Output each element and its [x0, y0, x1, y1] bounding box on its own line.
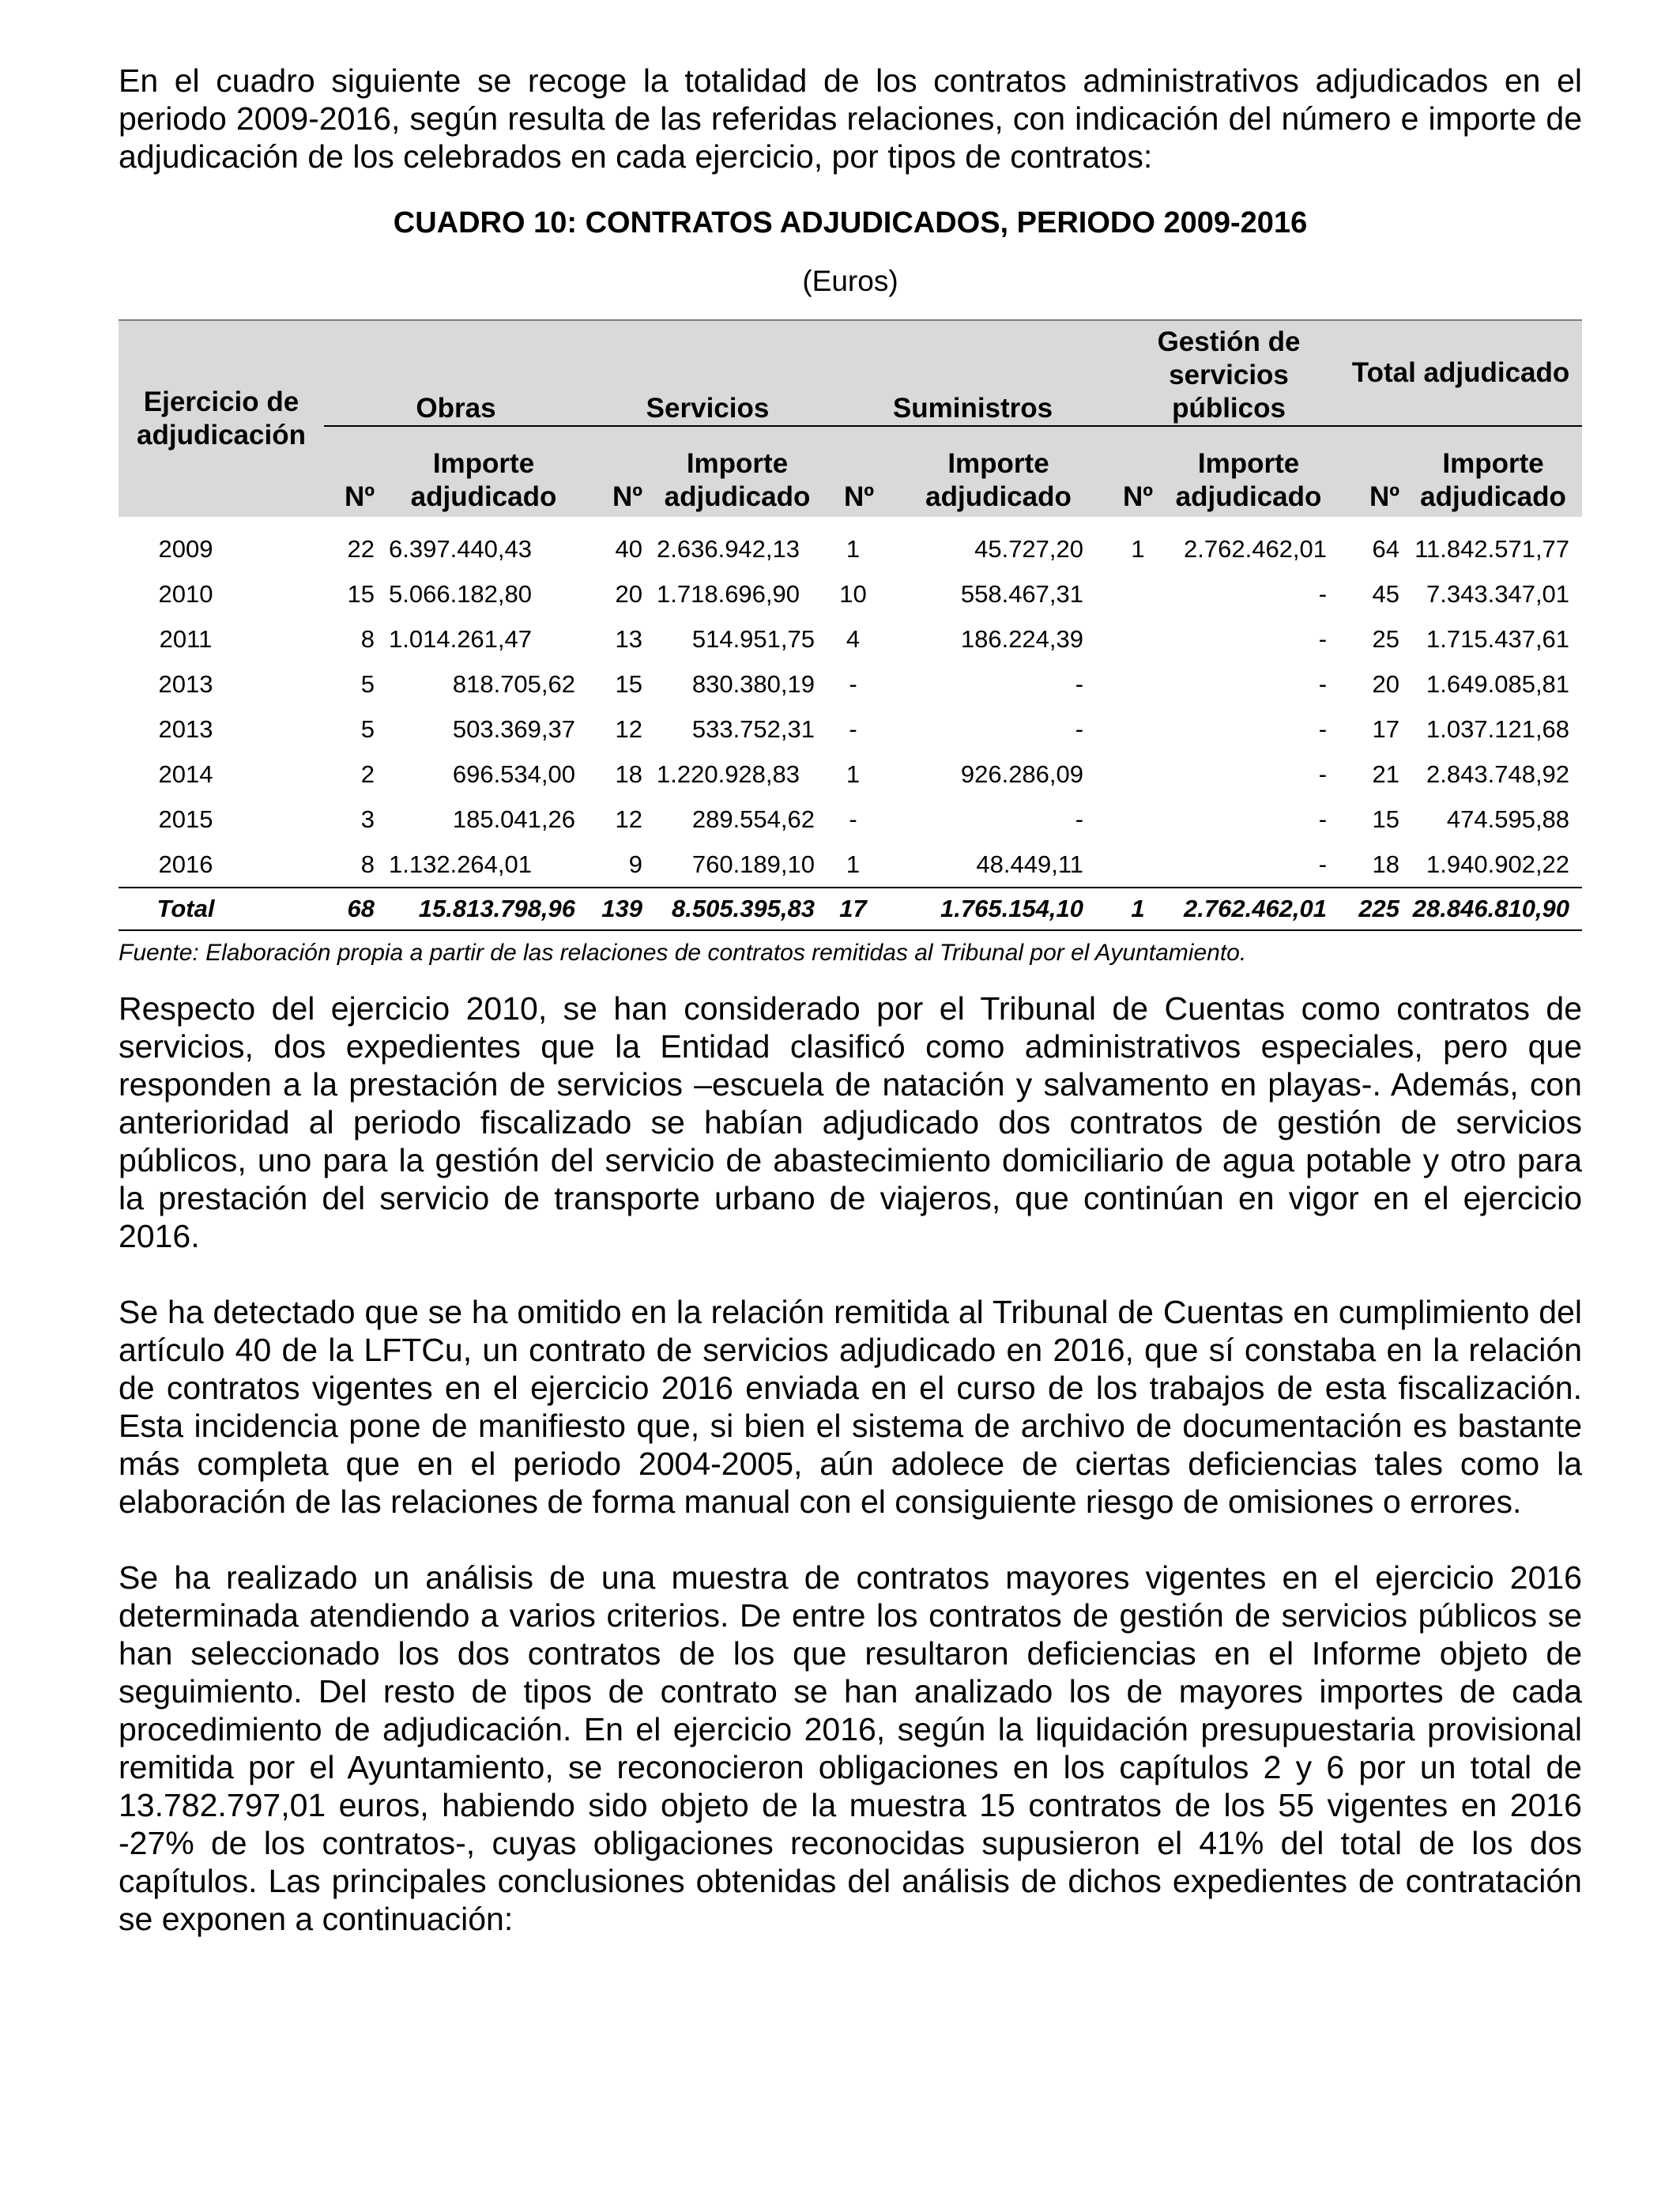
contracts-table [119, 319, 1582, 931]
cell-obras-number: 5 [360, 670, 375, 698]
cell-obras-number: 15 [347, 580, 375, 608]
column-header-number: Nº [324, 426, 379, 517]
column-header-number: Nº [1118, 426, 1158, 517]
cell-total-amount: 2.843.748,92 [1426, 760, 1570, 788]
cell-servicios-number: 20 [615, 580, 642, 608]
cell-servicios-number: 139 [588, 888, 647, 930]
column-header-number: Nº [827, 426, 879, 517]
column-header-amount: Importe adjudicado [879, 426, 1118, 517]
cell-gestion-number [1118, 842, 1158, 888]
document-page [119, 62, 1582, 1938]
cell-total-number: 225 [1339, 888, 1404, 930]
cell-obras-amount: 185.041,26 [452, 805, 575, 833]
cell-total-amount: 1.940.902,22 [1426, 850, 1570, 878]
cell-suministros-number: - [849, 715, 857, 743]
table-unit: (Euros) [802, 265, 898, 297]
cell-total-number: 17 [1372, 715, 1400, 743]
cell-suministros-amount: 926.286,09 [960, 760, 1084, 788]
cell-servicios-amount: 2.636.942,13 [657, 535, 800, 563]
cell-obras-amount: 1.014.261,47 [389, 625, 533, 653]
cell-obras-amount: 818.705,62 [452, 670, 575, 698]
cell-gestion-number: 1 [1118, 888, 1158, 930]
cell-suministros-number: 1 [846, 760, 861, 788]
cell-obras-amount: 503.369,37 [452, 715, 575, 743]
group-header-obras: Obras [324, 320, 588, 426]
cell-total-amount: 28.846.810,90 [1404, 888, 1582, 930]
cell-servicios-number: 18 [615, 760, 642, 788]
cell-obras-amount: 15.813.798,96 [379, 888, 588, 930]
cell-gestion-amount: 2.762.462,01 [1184, 535, 1328, 563]
intro-paragraph: En el cuadro siguiente se recoge la totalidad de los contratos administrativos adjudicados en el periodo 2009-2016, según resulta de las referidas relaciones, con indicación del número e importe de adjudicación de los celebrados en cada ejercicio, por tipos de contratos: [119, 62, 1582, 175]
cell-suministros-amount: - [1075, 670, 1084, 698]
table-row [119, 571, 1582, 616]
cell-obras-amount: 696.534,00 [452, 760, 575, 788]
column-header-number: Nº [1339, 426, 1404, 517]
column-header-amount: Importe adjudicado [647, 426, 827, 517]
cell-obras-number: 68 [324, 888, 379, 930]
cell-total-amount: 1.037.121,68 [1426, 715, 1570, 743]
cell-year: 2010 [158, 580, 213, 608]
body-paragraph: Se ha realizado un análisis de una muestra de contratos mayores vigentes en el ejercicio 2016 determinada atendiendo a varios criterios. De entre los contratos de gestión de servicios públicos se han seleccionado los dos contratos de los que resultaron deficiencias en el Informe objeto de seguimiento. Del resto de tipos de contrato se han analizado los de mayores importes de cada procedimiento de adjudicación. En el ejercicio 2016, según la liquidación presupuestaria provisional remitida por el Ayuntamiento, se reconocieron obligaciones en los capítulos 2 y 6 por un total de 13.782.797,01 euros, habiendo sido objeto de la muestra 15 contratos de los 55 vigentes en 2016 -27% de los contratos-, cuyas obligaciones reconocidas supusieron el 41% del total de los dos capítulos. Las principales conclusiones obtenidas del análisis de dichos expedientes de contratación se exponen a continuación: [119, 1559, 1582, 1937]
cell-gestion-number [1118, 752, 1158, 797]
cell-obras-amount: 5.066.182,80 [389, 580, 533, 608]
cell-suministros-number: 4 [846, 625, 861, 653]
cell-suministros-number: 10 [839, 580, 867, 608]
cell-gestion-number: 1 [1131, 535, 1145, 563]
cell-gestion-amount: - [1318, 760, 1328, 788]
body-paragraph: Se ha detectado que se ha omitido en la relación remitida al Tribunal de Cuentas en cumplimiento del artículo 40 de la LFTCu, un contrato de servicios adjudicado en 2016, que sí constaba en la relación de contratos vigentes en el ejercicio 2016 enviada en el curso de los trabajos de esta fiscalización. Esta incidencia pone de manifiesto que, si bien el sistema de archivo de documentación es bastante más completa que en el periodo 2004-2005, aún adolece de ciertas deficiencias tales como la elaboración de las relaciones de forma manual con el consiguiente riesgo de omisiones o errores. [119, 1294, 1582, 1520]
cell-year: 2016 [158, 850, 213, 878]
column-header-amount: Importe adjudicado [1158, 426, 1339, 517]
cell-servicios-amount: 514.951,75 [691, 625, 815, 653]
cell-obras-number: 8 [360, 850, 375, 878]
cell-gestion-amount: - [1318, 625, 1328, 653]
group-header-servicios: Servicios [588, 320, 827, 426]
column-header-amount: Importe adjudicado [379, 426, 588, 517]
cell-total-amount: 1.715.437,61 [1426, 625, 1570, 653]
cell-gestion-number [1118, 571, 1158, 616]
cell-total-amount: 7.343.347,01 [1426, 580, 1570, 608]
column-header-amount: Importe adjudicado [1404, 426, 1582, 517]
cell-total-number: 15 [1372, 805, 1400, 833]
cell-year: 2013 [158, 670, 213, 698]
cell-gestion-amount: - [1318, 850, 1328, 878]
cell-total-number: 64 [1372, 535, 1400, 563]
cell-suministros-number: - [849, 805, 857, 833]
table-source-note: Fuente: Elaboración propia a partir de las relaciones de contratos remitidas al Tribunal por el Ayuntamiento. [119, 940, 1247, 966]
table-row [119, 752, 1582, 797]
cell-obras-number: 2 [360, 760, 375, 788]
cell-suministros-amount: - [1075, 715, 1084, 743]
cell-total-amount: 474.595,88 [1446, 805, 1570, 833]
cell-servicios-number: 15 [615, 670, 642, 698]
group-header-gestion: Gestión de servicios públicos [1118, 320, 1339, 426]
cell-gestion-amount: 2.762.462,01 [1158, 888, 1339, 930]
cell-suministros-amount: 45.727,20 [974, 535, 1084, 563]
table-row [119, 797, 1582, 842]
body-paragraph: Respecto del ejercicio 2010, se han considerado por el Tribunal de Cuentas como contratos de servicios, dos expedientes que la Entidad clasificó como administrativos especiales, pero que responden a la prestación de servicios –escuela de natación y salvamento en playas-. Además, con anterioridad al periodo fiscalizado se habían adjudicado dos contratos de gestión de servicios públicos, uno para la gestión del servicio de abastecimiento domiciliario de agua potable y otro para la prestación del servicio de transporte urbano de viajeros, que continúan en vigor en el ejercicio 2016. [119, 990, 1582, 1254]
table-row [119, 616, 1582, 662]
cell-servicios-number: 13 [615, 625, 642, 653]
cell-obras-number: 3 [360, 805, 375, 833]
cell-servicios-amount: 1.220.928,83 [657, 760, 800, 788]
cell-suministros-amount: - [1075, 805, 1084, 833]
column-header-number: Nº [588, 426, 647, 517]
cell-gestion-number [1118, 797, 1158, 842]
cell-servicios-amount: 830.380,19 [691, 670, 815, 698]
cell-gestion-amount: - [1318, 580, 1328, 608]
cell-servicios-amount: 289.554,62 [691, 805, 815, 833]
cell-gestion-amount: - [1318, 805, 1328, 833]
group-header-total: Total adjudicado [1339, 320, 1582, 426]
cell-suministros-amount: 48.449,11 [976, 850, 1084, 878]
cell-year: 2009 [158, 535, 213, 563]
table-total-row [119, 888, 1582, 930]
cell-total-amount: 11.842.571,77 [1414, 535, 1570, 563]
cell-servicios-amount: 8.505.395,83 [647, 888, 827, 930]
cell-total-label: Total [119, 888, 324, 930]
cell-total-number: 45 [1372, 580, 1400, 608]
cell-gestion-number [1118, 662, 1158, 707]
cell-suministros-number: 17 [827, 888, 879, 930]
cell-total-number: 25 [1372, 625, 1400, 653]
cell-suministros-amount: 186.224,39 [960, 625, 1084, 653]
table-row [119, 517, 1582, 571]
cell-servicios-amount: 533.752,31 [691, 715, 815, 743]
cell-servicios-number: 12 [615, 715, 642, 743]
cell-year: 2014 [158, 760, 213, 788]
table-row [119, 842, 1582, 888]
cell-suministros-number: - [849, 670, 857, 698]
cell-total-number: 21 [1372, 760, 1400, 788]
cell-suministros-amount: 558.467,31 [960, 580, 1084, 608]
cell-obras-number: 5 [360, 715, 375, 743]
cell-servicios-number: 9 [628, 850, 642, 878]
cell-year: 2013 [158, 715, 213, 743]
cell-obras-amount: 6.397.440,43 [389, 535, 533, 563]
table-row [119, 662, 1582, 707]
cell-suministros-number: 1 [846, 535, 861, 563]
cell-servicios-amount: 1.718.696,90 [657, 580, 800, 608]
cell-total-number: 18 [1372, 850, 1400, 878]
group-header-suministros: Suministros [827, 320, 1118, 426]
table-title: CUADRO 10: CONTRATOS ADJUDICADOS, PERIODO 2009-2016 [393, 206, 1308, 239]
cell-servicios-amount: 760.189,10 [691, 850, 815, 878]
cell-gestion-number [1118, 707, 1158, 752]
cell-obras-amount: 1.132.264,01 [389, 850, 533, 878]
cell-obras-number: 22 [347, 535, 375, 563]
cell-gestion-amount: - [1318, 670, 1328, 698]
cell-year: 2011 [159, 625, 213, 653]
cell-gestion-number [1118, 616, 1158, 662]
cell-suministros-number: 1 [846, 850, 861, 878]
cell-total-amount: 1.649.085,81 [1426, 670, 1570, 698]
cell-obras-number: 8 [360, 625, 375, 653]
table-row [119, 707, 1582, 752]
cell-gestion-amount: - [1318, 715, 1328, 743]
cell-total-number: 20 [1372, 670, 1400, 698]
cell-year: 2015 [158, 805, 213, 833]
cell-suministros-amount: 1.765.154,10 [879, 888, 1118, 930]
row-header: Ejercicio de adjudicación [119, 320, 324, 517]
cell-servicios-number: 40 [615, 535, 642, 563]
cell-servicios-number: 12 [615, 805, 642, 833]
